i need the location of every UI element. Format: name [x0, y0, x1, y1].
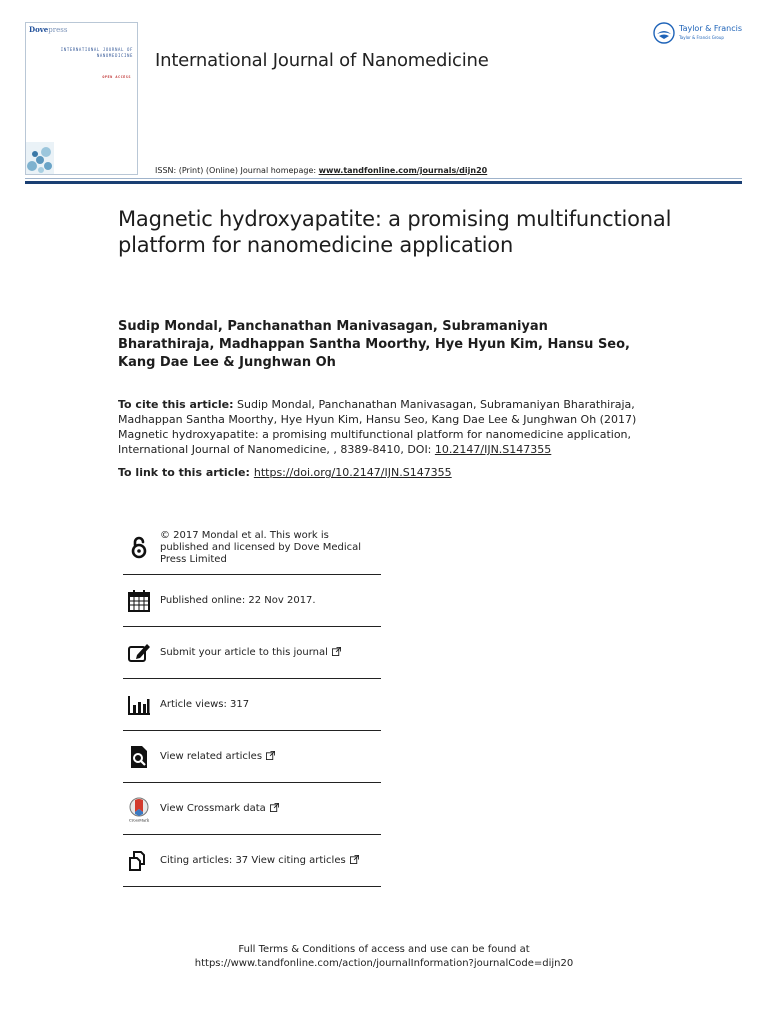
citation-block — [118, 397, 663, 457]
publisher-name: Taylor & Francis — [679, 24, 742, 33]
journal-homepage-link[interactable]: www.tandfonline.com/journals/dijn20 — [318, 166, 488, 175]
open-access-icon — [126, 535, 152, 561]
crossmark-link[interactable]: View Crossmark data — [160, 803, 380, 815]
article-link-line — [118, 466, 452, 479]
external-link-icon — [332, 647, 341, 656]
article-views: Article views: 317 — [160, 698, 250, 710]
related-item[interactable] — [123, 731, 381, 783]
cover-molecule-art — [26, 142, 54, 174]
doi-link[interactable]: 10.2147/IJN.S147355 — [434, 443, 552, 456]
crossmark-item[interactable] — [123, 783, 381, 835]
views-item — [123, 679, 381, 731]
link-label: To link to this article: — [118, 466, 250, 479]
issn-label: ISSN: (Print) (Online) Journal homepage: — [155, 166, 319, 175]
citing-articles-link[interactable]: Citing articles: 37 View citing articles — [160, 855, 380, 867]
published-date: Published online: 22 Nov 2017. — [160, 594, 316, 606]
external-link-icon — [266, 751, 275, 760]
citing-item[interactable] — [123, 835, 381, 887]
journal-cover-thumbnail — [25, 22, 138, 175]
svg-text:CrossMark: CrossMark — [128, 818, 150, 822]
edit-icon — [126, 640, 152, 666]
submit-article-link[interactable]: Submit your article to this journal — [160, 647, 380, 659]
license-item — [123, 522, 381, 575]
journal-name: International Journal of Nanomedicine — [155, 50, 489, 71]
terms-line: Full Terms & Conditions of access and use can be found at — [238, 944, 530, 955]
search-document-icon — [126, 744, 152, 770]
article-doi-url[interactable]: https://doi.org/10.2147/IJN.S147355 — [253, 466, 452, 479]
external-link-icon — [350, 855, 359, 864]
citation-text: Sudip Mondal, Panchanathan Manivasagan, Subramaniyan Bharathiraja, Madhappan Santha Moorthy, Hye Hyun Kim, Hansu Seo, Kang Dae Lee & Junghwan Oh (2017) Magnetic hydroxyapatite: a promising multifunctional platform for nanomedicine application, International Journal of Nanomedicine, , 8389-8410, DOI: — [118, 398, 637, 456]
bar-chart-icon — [126, 692, 152, 718]
article-info-list — [123, 522, 381, 887]
cover-brand: Dovepress — [29, 25, 68, 34]
crossmark-icon — [126, 796, 152, 822]
license-text: © 2017 Mondal et al. This work is published and licensed by Dove Medical Press Limited — [160, 530, 362, 565]
citation-label: To cite this article: — [118, 398, 234, 411]
publisher-logo-icon — [653, 22, 675, 44]
article-title: Magnetic hydroxyapatite: a promising multifunctional platform for nanomedicine application — [118, 207, 672, 257]
external-link-icon — [270, 803, 279, 812]
related-articles-link[interactable]: View related articles — [160, 751, 380, 763]
issn-line — [155, 166, 487, 175]
citing-articles-icon — [126, 848, 152, 874]
header-rule-thick — [25, 181, 742, 184]
terms-footer — [0, 943, 768, 971]
article-authors: Sudip Mondal, Panchanathan Manivasagan, Subramaniyan Bharathiraja, Madhappan Santha Moorthy, Hye Hyun Kim, Hansu Seo, Kang Dae Lee & Junghwan Oh — [118, 319, 630, 370]
published-item — [123, 575, 381, 627]
cover-open-access-label: OPEN ACCESS — [102, 75, 131, 79]
header-rule-thin — [25, 178, 742, 179]
cover-journal-title: INTERNATIONAL JOURNAL OF NANOMEDICINE — [60, 47, 133, 58]
submit-item[interactable] — [123, 627, 381, 679]
publisher-group: Taylor & Francis Group — [679, 35, 724, 40]
calendar-icon — [126, 588, 152, 614]
terms-url[interactable]: https://www.tandfonline.com/action/journalInformation?journalCode=dijn20 — [194, 958, 574, 969]
